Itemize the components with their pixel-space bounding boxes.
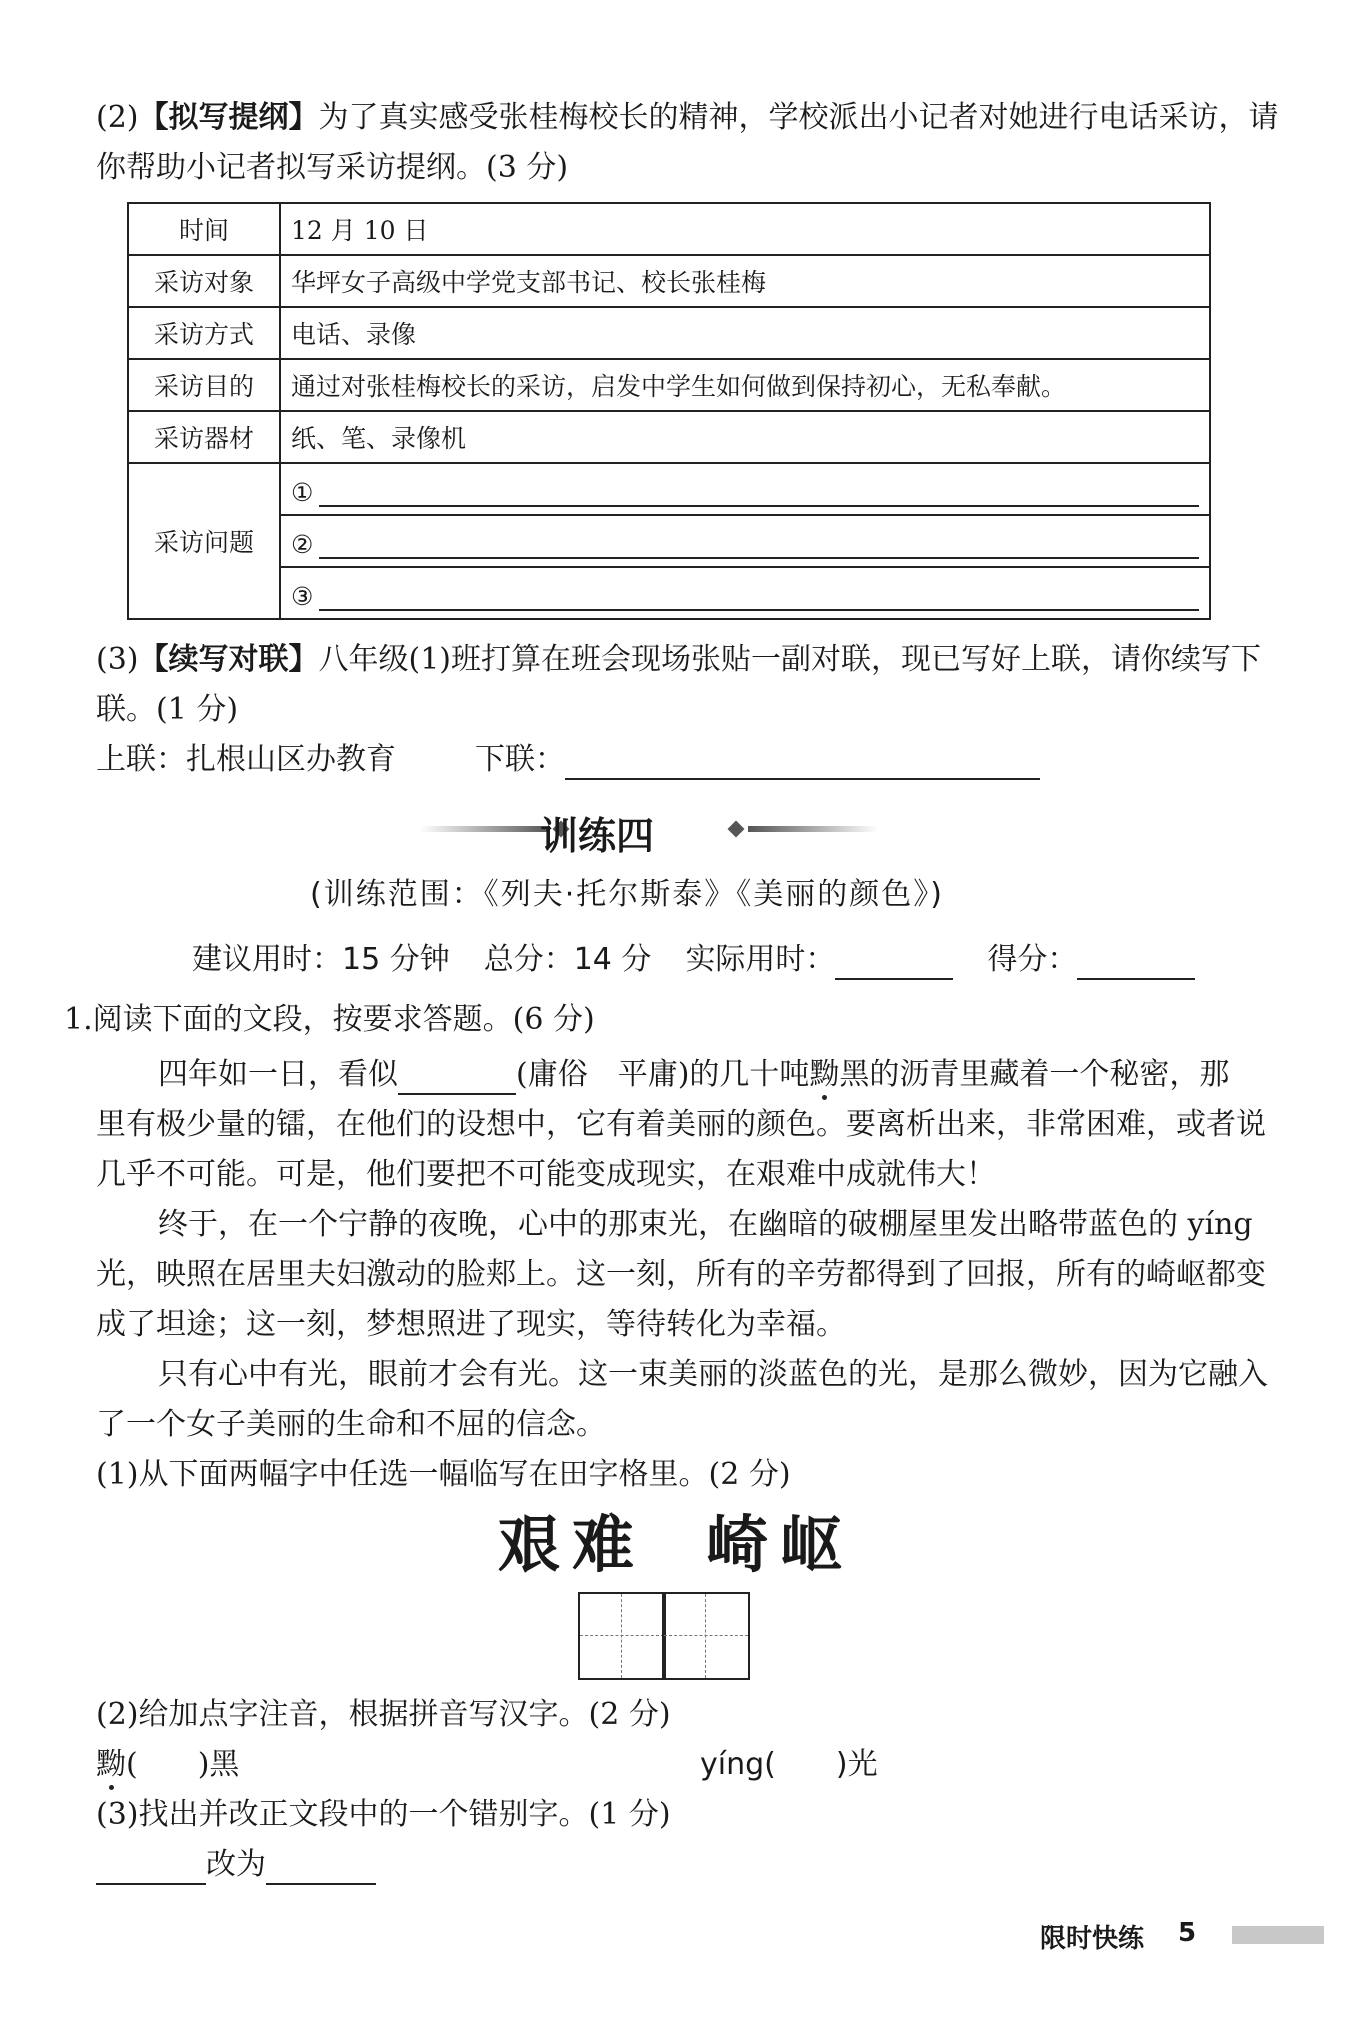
q3-number: (3) [96, 642, 139, 677]
footer-label: 限时快练 [1040, 1924, 1145, 1954]
q2-tag: 【拟写提纲】 [138, 100, 319, 135]
paren-close: )黑 [197, 1747, 240, 1782]
row-value: 12 月 10 日 [280, 203, 1210, 255]
row-value: 纸、笔、录像机 [280, 411, 1210, 463]
paren-close-b: )光 [835, 1747, 878, 1782]
paragraph3-line1: 只有心中有光，眼前才会有光。这一束美丽的淡蓝色的光，是那么微妙，因为它融入 [158, 1357, 1268, 1392]
row-key: 时间 [128, 203, 280, 255]
tian-grid-2[interactable] [662, 1592, 750, 1680]
q3-text: 八年级(1)班打算在班会现场张贴一副对联，现已写好上联，请你续写下 [318, 642, 1261, 677]
dotted-char: 黝 [809, 1057, 840, 1092]
table-row [128, 359, 1210, 411]
paragraph2-line3: 成了坦途；这一刻，梦想照进了现实，等待转化为幸福。 [96, 1307, 846, 1342]
question-answer-line-1[interactable] [319, 471, 1199, 507]
question-mark-2: ② [291, 530, 314, 559]
q2-line2: 你帮助小记者拟写采访提纲。(3 分) [96, 150, 569, 185]
row-value: 通过对张桂梅校长的采访，启发中学生如何做到保持初心，无私奉献。 [280, 359, 1210, 411]
question-answer-line-2[interactable] [319, 523, 1199, 559]
row-value: 电话、录像 [280, 307, 1210, 359]
actual-time-label: 实际用时： [685, 942, 836, 977]
q2-line1 [96, 98, 1279, 138]
table-row [128, 567, 1210, 619]
row-key: 采访器材 [128, 411, 280, 463]
table-row [128, 515, 1210, 567]
heading-diamond-right [728, 821, 745, 838]
pinyin-task-b [700, 1745, 878, 1785]
sub-question-1: (1)从下面两幅字中任选一幅临写在田字格里。(2 分) [96, 1457, 791, 1492]
time-score-line [192, 940, 1195, 980]
change-to-label: 改为 [206, 1847, 266, 1882]
question-answer-line-3[interactable] [319, 575, 1199, 611]
couplet-lower [475, 740, 1040, 780]
correct-char-field[interactable] [266, 1849, 376, 1885]
heading-ornament-right [748, 826, 878, 832]
actual-time-field[interactable] [835, 944, 953, 980]
score-label: 得分： [987, 942, 1078, 977]
training-range: (训练范围：《列夫·托尔斯泰》《美丽的颜色》) [310, 877, 944, 912]
row-key: 采访方式 [128, 307, 280, 359]
calligraphy-sample-1: 艰难 [498, 1508, 647, 1581]
total-score: 总分：14 分 [483, 942, 652, 977]
p1-text-c: 黑的沥青里藏着一个秘密，那 [839, 1057, 1230, 1092]
q2-text: 为了真实感受张桂梅校长的精神，学校派出小记者对她进行电话采访，请 [318, 100, 1279, 135]
footer-bar [1232, 1926, 1324, 1944]
interview-outline-table [127, 202, 1211, 620]
question-cell-1 [280, 463, 1210, 515]
q3-tag: 【续写对联】 [138, 642, 319, 677]
question1-stem: 1.阅读下面的文段，按要求答题。(6 分) [64, 1002, 595, 1037]
table-row [128, 203, 1210, 255]
tian-grid-1[interactable] [578, 1592, 666, 1680]
word-choice-blank[interactable] [398, 1059, 516, 1095]
q3-line2: 联。(1 分) [96, 692, 239, 727]
q2-number: (2) [96, 100, 139, 135]
paragraph2-line1: 终于，在一个宁静的夜晚，心中的那束光，在幽暗的破棚屋里发出略带蓝色的 yíng [158, 1207, 1253, 1242]
calligraphy-sample-2: 崎岖 [706, 1508, 855, 1581]
pinyin-task-a [96, 1745, 239, 1785]
paragraph2-line2: 光，映照在居里夫妇激动的脸郏上。这一刻，所有的辛劳都得到了回报，所有的崎岖都变 [96, 1257, 1266, 1292]
table-row [128, 411, 1210, 463]
question-mark-1: ① [291, 478, 314, 507]
couplet-lower-answer[interactable] [565, 744, 1040, 780]
paragraph1-line2: 里有极少量的镭，在他们的设想中，它有着美丽的颜色。要离析出来，非常困难，或者说 [96, 1107, 1266, 1142]
paragraph1-line3: 几乎不可能。可是，他们要把不可能变成现实，在艰难中成就伟大！ [96, 1157, 996, 1192]
q3-line1 [96, 640, 1261, 680]
pinyin-text: yíng( [700, 1747, 776, 1782]
row-key: 采访对象 [128, 255, 280, 307]
question-mark-3: ③ [291, 582, 314, 611]
table-row [128, 307, 1210, 359]
paren-open: ( [126, 1747, 138, 1782]
questions-key: 采访问题 [128, 463, 280, 619]
p1-text-a: 四年如一日，看似 [158, 1057, 398, 1092]
row-key: 采访目的 [128, 359, 280, 411]
sub-question-2: (2)给加点字注音，根据拼音写汉字。(2 分) [96, 1697, 671, 1732]
row-value: 华坪女子高级中学党支部书记、校长张桂梅 [280, 255, 1210, 307]
couplet-upper: 上联：扎根山区办教育 [96, 742, 396, 777]
p1-text-b: (庸俗 平庸)的几十吨 [516, 1057, 810, 1092]
table-row [128, 463, 1210, 515]
couplet-lower-label: 下联： [475, 742, 565, 777]
question-cell-3 [280, 567, 1210, 619]
question-cell-2 [280, 515, 1210, 567]
wrong-char-field[interactable] [96, 1849, 206, 1885]
heading-ornament-left [420, 826, 550, 832]
suggested-time: 建议用时：15 分钟 [192, 942, 450, 977]
sub-question-3: (3)找出并改正文段中的一个错别字。(1 分) [96, 1797, 671, 1832]
dotted-char-answer: 黝 [96, 1747, 126, 1782]
paragraph1-line1 [158, 1055, 1229, 1095]
paragraph3-line2: 了一个女子美丽的生命和不屈的信念。 [96, 1407, 606, 1442]
table-row [128, 255, 1210, 307]
page-number: 5 [1178, 1918, 1197, 1948]
correction-line [96, 1845, 376, 1885]
section-title: 训练四 [540, 814, 655, 858]
score-field[interactable] [1077, 944, 1195, 980]
